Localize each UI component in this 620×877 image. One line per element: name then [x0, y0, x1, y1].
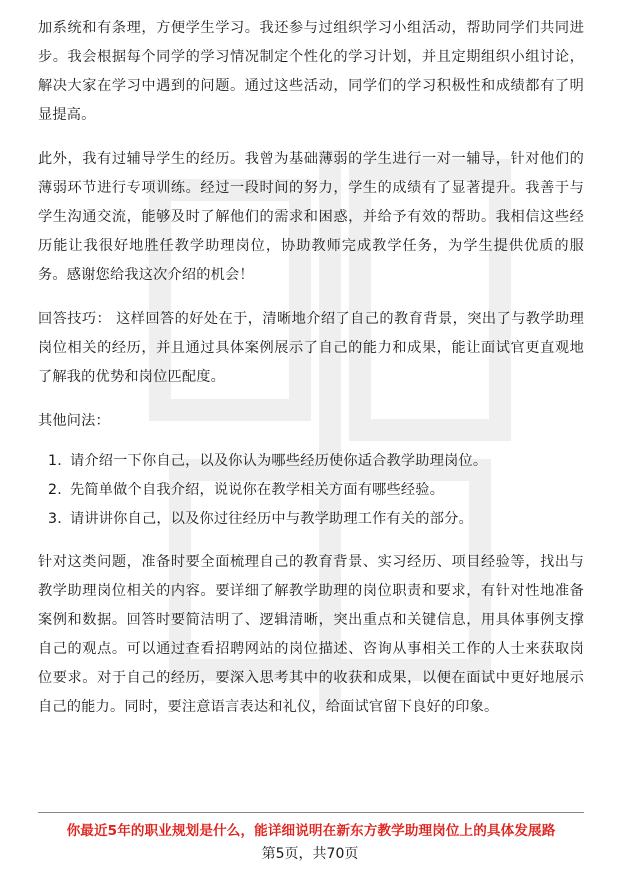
other-questions-heading: 其他问法：	[38, 413, 110, 429]
other-questions-list	[38, 447, 584, 534]
document-body	[38, 14, 584, 722]
list-item: 1. 请介绍一下你自己，以及你认为哪些经历使你适合教学助理岗位。	[48, 453, 488, 469]
paragraph-preparation-advice: 针对这类问题，准备时要全面梳理自己的教育背景、实习经历、项目经验等，找出与教学助理岗位相关的内容。要详细了解教学助理的岗位职责和要求，有针对性地准备案例和数据。回答时要简洁明了、逻辑清晰，突出重点和关键信息，用具体事例支撑自己的观点。可以通过查看招聘网站的岗位描述、咨询从事相关工作的人士来获取岗位要求。对于自己的经历，要深入思考其中的收获和成果，以便在面试中更好地展示自己的能力。同时，要注意语言表达和礼仪，给面试官留下良好的印象。	[38, 554, 584, 715]
list-item: 3. 请讲讲你自己，以及你过往经历中与教学助理工作有关的部分。	[48, 511, 473, 527]
paragraph-teaching-activities: 加系统和有条理，方便学生学习。我还参与过组织学习小组活动，帮助同学们共同进步。我会根据每个同学的学习情况制定个性化的学习计划，并且定期组织小组讨论，解决大家在学习中遇到的问题。通过这些活动，同学们的学习积极性和成绩都有了明显提高。	[38, 20, 584, 123]
list-item: 2. 先简单做个自我介绍，说说你在教学相关方面有哪些经验。	[48, 482, 445, 498]
next-question-link[interactable]: 你最近5年的职业规划是什么，能详细说明在新东方教学助理岗位上的具体发展路	[66, 823, 556, 839]
paragraph-tutoring-experience: 此外，我有过辅导学生的经历。我曾为基础薄弱的学生进行一对一辅导，针对他们的薄弱环节进行专项训练。经过一段时间的努力，学生的成绩有了显著提升。我善于与学生沟通交流，能够及时了解他们的需求和困惑，并给予有效的帮助。我相信这些经历能让我很好地胜任教学助理岗位，协助教师完成教学任务，为学生提供优质的服务。感谢您给我这次介绍的机会！	[38, 151, 584, 283]
paragraph-answer-tips: 回答技巧： 这样回答的好处在于，清晰地介绍了自己的教育背景，突出了与教学助理岗位相关的经历，并且通过具体案例展示了自己的能力和成果，能让面试官更直观地了解我的优势和岗位匹配度。	[38, 311, 584, 385]
footer-divider	[38, 812, 584, 813]
page-indicator: 第5页，共70页	[261, 846, 359, 862]
